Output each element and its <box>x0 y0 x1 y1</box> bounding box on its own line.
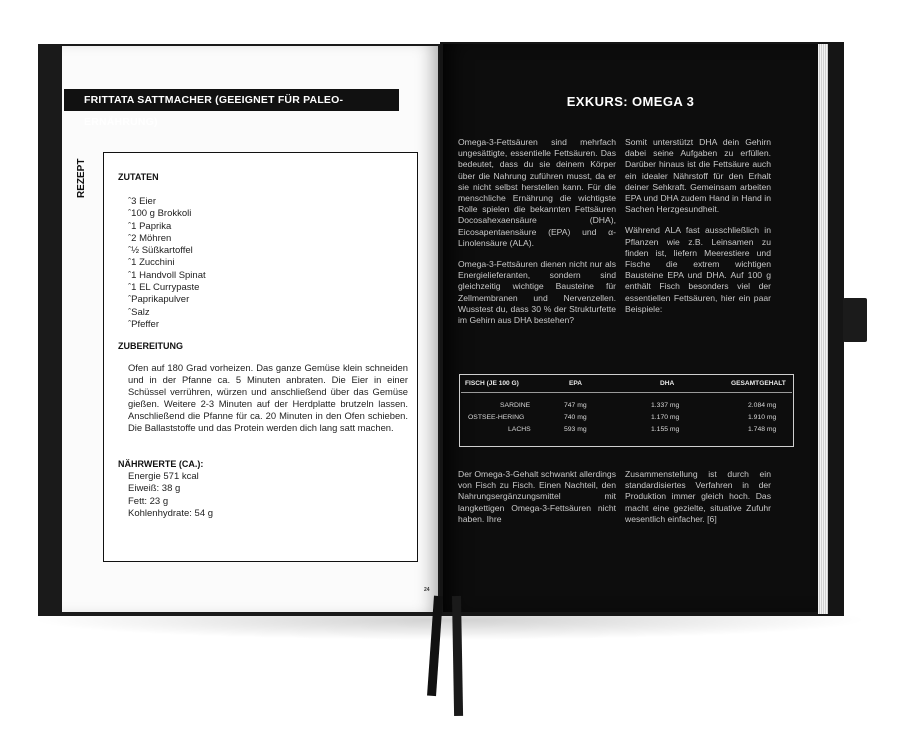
preparation-heading: ZUBEREITUNG <box>118 341 183 351</box>
table-cell: 1.337 mg <box>651 402 680 409</box>
excursus-title: EXKURS: OMEGA 3 <box>566 94 695 109</box>
side-label <box>76 160 96 220</box>
ingredient-item: ˆ1 Handvoll Spinat <box>128 269 206 281</box>
table-cell: LACHS <box>508 426 531 433</box>
table-cell: 740 mg <box>564 414 587 421</box>
table-cell: 1.170 mg <box>651 414 680 421</box>
table-cell: SARDINE <box>500 402 531 409</box>
ingredient-item: ˆPfeffer <box>128 318 159 330</box>
side-label-text: REZEPT <box>76 158 87 198</box>
table-divider <box>461 392 792 393</box>
nutrition-item: Kohlenhydrate: 54 g <box>128 507 214 519</box>
ingredient-item: ˆ3 Eier <box>128 196 156 207</box>
table-header: EPA <box>569 380 583 387</box>
table-cell: 593 mg <box>564 426 587 433</box>
recipe-title: FRITTATA SATTMACHER (GEEIGNET FÜR PALEO-ERNÄHRUNG) <box>64 89 399 111</box>
nutrition-item: Eiweiß: 38 g <box>128 483 181 495</box>
paragraph: Somit unterstützt DHA dein Gehirn dabei seine Aufgaben zu erfüllen. Darüber hinaus ist die Fettsäure auch ein idealer Nährstoff für den Erhalt deiner Sehkraft. Gemeinsam arbeiten EPA und DHA zudem Hand in Hand in Sachen Herzgesundheit. <box>625 137 771 215</box>
ingredient-item: ˆSalz <box>128 306 150 318</box>
page-number: 24 <box>424 587 430 593</box>
ingredient-item: ˆ1 EL Currypaste <box>128 282 200 294</box>
page-edges <box>818 44 828 614</box>
table-header: GESAMTGEHALT <box>731 380 786 387</box>
paragraph: Der Omega-3-Gehalt schwankt allerdings von Fisch zu Fisch. Einen Nachteil, den Nahrungsergänzungsmittel mit langkettigen Omega-3-Fettsäuren nicht haben. Ihre <box>458 469 616 524</box>
text-column-1 <box>458 137 616 336</box>
table-cell: 1.155 mg <box>651 426 680 433</box>
table-cell: 747 mg <box>564 402 587 409</box>
nutrition-item: Fett: 23 g <box>128 495 169 507</box>
paragraph: Zusammenstellung ist durch ein standardisiertes Verfahren in der Produktion immer gleich hoch. Das macht eine gezielte, situative Zufuhr wesentlich einfacher. [6] <box>625 469 771 524</box>
ingredients-heading: ZUTATEN <box>118 172 159 182</box>
paragraph: Während ALA fast ausschließlich in Pflanzen wie z.B. Leinsamen zu finden ist, liefern Meerestiere und Fische die extrem wichtigen Bausteine EPA und DHA. Auf 100 g enthält Fisch besonders viel der essentiellen Fettsäuren, hier ein paar Beispiele: <box>625 225 771 314</box>
table-cell: 1.910 mg <box>748 414 777 421</box>
preparation-text: Ofen auf 180 Grad vorheizen. Das ganze Gemüse klein schneiden und in der Pfanne ca. 5 Minuten anbraten. Die Eier in einer Schüssel verrühren, würzen und anschließend über das Gemüse gießen. Weitere 2-3 Minuten auf der Herdplatte brutzeln lassen. Anschließend die Pfanne für ca. 20 Minuten in den Ofen schieben. Die Ballaststoffe und das Protein werden dich lang satt machen. <box>128 362 408 434</box>
table-cell: 2.084 mg <box>748 402 777 409</box>
ingredient-item: ˆ1 Zucchini <box>128 257 175 269</box>
text-column-3 <box>458 469 616 535</box>
text-column-2 <box>625 137 771 325</box>
text-column-4 <box>625 469 771 535</box>
ingredient-item: ˆ100 g Brokkoli <box>128 208 192 220</box>
paragraph: Omega-3-Fettsäuren dienen nicht nur als Energielieferanten, sondern sind gleichzeitig wichtige Bausteine für Zellmembranen und Nervenzellen. Wusstest du, dass 30 % der Strukturfette im Gehirn aus DHA bestehen? <box>458 259 616 326</box>
paragraph: Omega-3-Fettsäuren sind mehrfach ungesättigte, essentielle Fettsäuren. Das bedeutet, dass du sie deinem Körper über die Nahrung zuführen musst, da er sie nicht selbst herstellen kann. Für die menschliche Ernährung die wichtigste Rolle spielen die bekannten Fettsäuren Docosahexaensäure (DHA), Eicosapentaensäure (EPA) und α-Linolensäure (ALA). <box>458 137 616 248</box>
elastic-band <box>843 298 867 342</box>
nutrition-heading: NÄHRWERTE (CA.): <box>118 459 204 469</box>
ingredients-list <box>128 196 206 331</box>
ingredient-item: ˆ1 Paprika <box>128 220 172 232</box>
ingredient-item: ˆ2 Möhren <box>128 232 172 244</box>
table-cell: 1.748 mg <box>748 426 777 433</box>
table-header: FISCH (JE 100 G) <box>465 380 519 387</box>
table-header: DHA <box>660 380 675 387</box>
nutrition-list <box>128 471 213 520</box>
nutrition-item: Energie 571 kcal <box>128 471 199 482</box>
table-cell: OSTSEE-HERING <box>468 414 525 421</box>
ingredient-item: ˆ½ Süßkartoffel <box>128 245 193 257</box>
ingredient-item: ˆPaprikapulver <box>128 294 190 306</box>
